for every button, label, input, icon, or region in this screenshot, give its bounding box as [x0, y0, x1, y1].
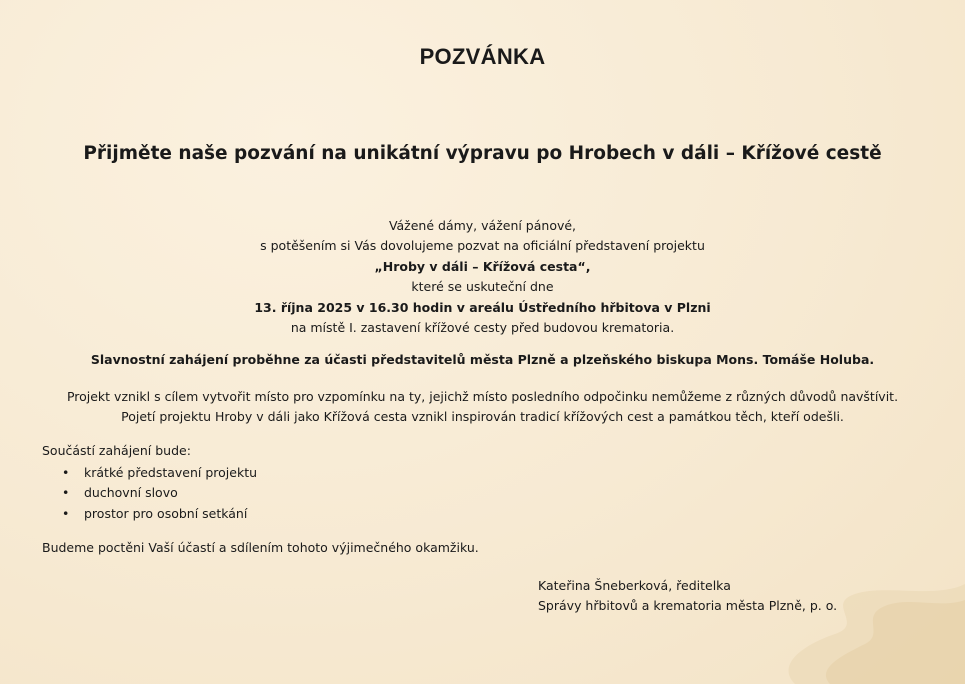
greeting-line: Vážené dámy, vážení pánové,: [388, 218, 577, 233]
project-name: „Hroby v dáli – Křížová cesta“,: [374, 258, 591, 274]
list-item-label: duchovní slovo: [84, 485, 178, 501]
event-location-detail: na místě I. zastavení křížové cesty před budovou krematoria.: [290, 320, 675, 336]
bullet-icon: •: [62, 485, 70, 501]
event-intro-line: které se uskuteční dne: [411, 279, 554, 295]
bullet-icon: •: [62, 505, 70, 521]
project-description: [0, 387, 965, 428]
signature-block: [538, 576, 837, 617]
project-description-line: Projekt vznikl s cílem vytvořit místo pro vzpomínku na ty, jejichž místo posledního odpočinku nemůžeme z různých důvodů navštívit.: [66, 389, 899, 404]
opening-guests-note: Slavnostní zahájení proběhne za účasti představitelů města Plzně a plzeňského biskupa Mons. Tomáše Holuba.: [90, 352, 875, 367]
signatory-organization: Správy hřbitovů a krematoria města Plzně, p. o.: [538, 598, 838, 614]
list-item: [62, 483, 257, 503]
invitation-line: s potěšením si Vás dovolujeme pozvat na oficiální představení projektu: [260, 238, 705, 254]
list-item: [62, 463, 257, 483]
program-title: Součástí zahájení bude:: [42, 443, 191, 458]
closing-sentence: Budeme poctěni Vaší účastí a sdílením tohoto výjimečného okamžiku.: [42, 540, 479, 555]
bullet-icon: •: [62, 465, 70, 480]
greeting-block: [0, 216, 965, 338]
event-date-place: 13. října 2025 v 16.30 hodin v areálu Ústředního hřbitova v Plzni: [254, 299, 711, 315]
invitation-subtitle: Přijměte naše pozvání na unikátní výpravu po Hrobech v dáli – Křížové cestě: [83, 143, 882, 164]
list-item-label: prostor pro osobní setkání: [84, 505, 248, 521]
list-item: [62, 504, 257, 524]
page-title: POZVÁNKA: [419, 44, 546, 69]
signatory-name: Kateřina Šneberková, ředitelka: [538, 578, 731, 593]
project-description-line: Pojetí projektu Hroby v dáli jako Křížová cesta vznikl inspirován tradicí křížových cest a památkou těch, kteří odešli.: [121, 409, 844, 425]
list-item-label: krátké představení projektu: [84, 465, 258, 480]
program-list: [62, 463, 257, 524]
